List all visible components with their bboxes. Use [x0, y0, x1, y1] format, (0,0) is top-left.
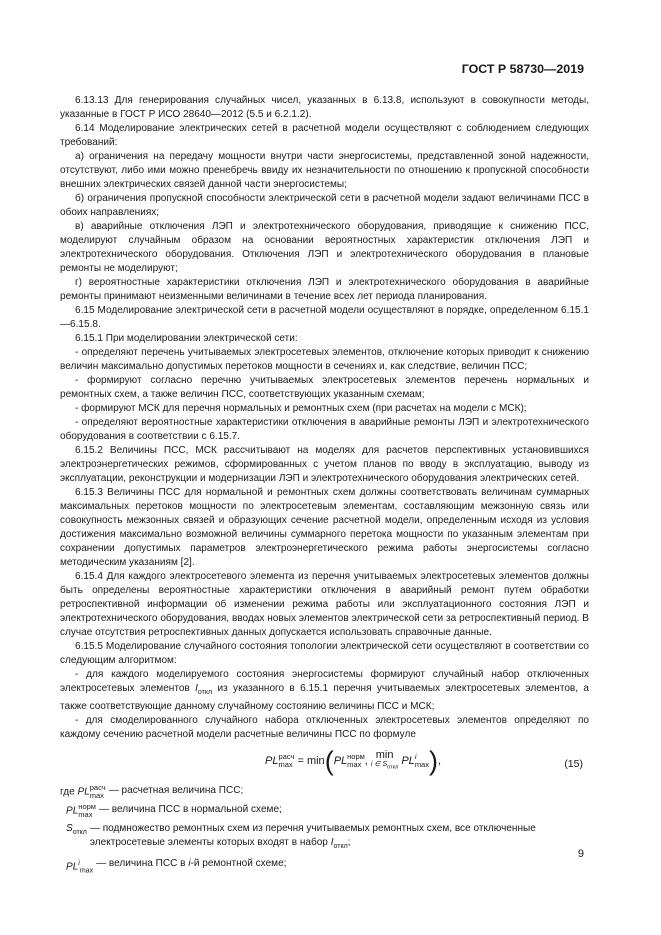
paragraph: 6.15.5 Моделирование случайного состояния топологии электрической сети осуществляют в соответствии со следующим алгоритмом: [60, 641, 589, 666]
definition-pl-i: $PL^i_{max}$ — величина ПСС в i-й ремонтной схеме; [66, 858, 287, 875]
paragraph: - определяют вероятностные характеристики отключения в аварийные ремонты ЛЭП и электротехнического оборудования в соответствии с 6.15.7. [60, 417, 589, 442]
definitions [60, 784, 589, 878]
paragraph: - формируют согласно перечню учитываемых электросетевых элементов перечень нормальных и ремонтных схем, а также величин ПСС, соответствующих указанным схемам; [60, 375, 589, 400]
paragraph: - формируют МСК для перечня нормальных и ремонтных схем (при расчетах на модели с МСК); [75, 403, 527, 414]
formula-number: (15) [564, 758, 583, 770]
paragraph: а) ограничения на передачу мощности внутри части энергосистемы, представленной зоной надежности, отсутствуют, либо ими можно пренебречь ввиду их незначительности по отношению к пропускной способности внешних электрических связей данной части энергосистемы; [60, 151, 589, 190]
definition-pl-rasch: где PL расч max — расчетная величина ПСС; [60, 783, 244, 800]
document-body [60, 94, 589, 881]
page-number: 9 [577, 848, 584, 860]
formula-15 [60, 744, 589, 784]
algorithm-step-1: - для каждого моделируемого состояния энергосистемы формируют случайный набор отключенных электросетевых элементов $I_{откл}$ из указанного в 6.15.1 перечня учитываемых электросетевых элементов, а также соответствующие данному случайному состоянию величины ПСС и МСК; [60, 669, 589, 712]
paragraph: 6.15 Моделирование электрической сети в расчетной модели осуществляют в порядке, определенном 6.15.1—6.15.8. [60, 305, 589, 330]
paragraph: - определяют перечень учитываемых электросетевых элементов, отключение которых приводит к снижению величин максимально допустимых перетоков мощности в сечениях и, как следствие, величин ПСС; [60, 347, 589, 372]
paragraph: в) аварийные отключения ЛЭП и электротехнического оборудования, приводящие к снижению ПСС, моделируют случайным образом на основании вероятностных характеристик отключения ЛЭП и электротехнического оборудования. Отключения ЛЭП и электротехнического оборудования в плановые ремонты не моделируют; [60, 221, 589, 274]
document-header: ГОСТ Р 58730—2019 [461, 62, 584, 76]
algorithm-step-2: - для смоделированного случайного набора отключенных электросетевых элементов определяют по каждому сечению расчетной модели расчетные величины ПСС по формуле [60, 715, 589, 740]
paragraph: 6.14 Моделирование электрических сетей в расчетной модели осуществляют с соблюдением следующих требований: [60, 123, 589, 148]
formula-expression: PL расч max = min(PL норм max , min i ∈ $S_{откл}$ PL i max ), [265, 746, 442, 777]
paragraph: 6.15.4 Для каждого электросетевого элемента из перечня учитываемых электросетевых элементов должны быть определены вероятностные характеристики отключения в аварийный ремонт путем обработки ретроспективной информации об изменении режима работы или эксплуатационного состояния ЛЭП и электротехнического оборудования, вводах новых элементов электрической сети за ретроспективный период. В случае отсутствия ретроспективных данных допускается использовать справочные данные. [60, 571, 589, 638]
paragraph: 6.13.13 Для генерирования случайных чисел, указанных в 6.13.8, используют в совокупности методы, указанные в ГОСТ Р ИСО 28640—2012 (5.5 и 6.2.1.2). [60, 95, 589, 120]
paragraph: б) ограничения пропускной способности электрической сети в расчетной модели задают величинами ПСС в обоих направлениях; [60, 193, 589, 218]
paragraph: 6.15.1 При моделировании электрической сети: [75, 333, 298, 344]
paragraph: г) вероятностные характеристики отключения ЛЭП и электротехнического оборудования в аварийные ремонты принимают неизменными величинами в течение всех лет периода планирования. [60, 277, 589, 302]
definition-pl-norm: PL норм max — величина ПСС в нормальной схеме; [66, 802, 282, 819]
paragraph: 6.15.3 Величины ПСС для нормальной и ремонтных схем должны соответствовать величинам суммарных максимальных перетоков мощности по электросетевым элементам, составляющим межзонную связь или совокупность межзонных связей и образующих сечение расчетной модели, определенным исходя из условия достижения максимально возможной величины суммарного перетока мощности по указанным элементам при сохранении допустимых параметров электроэнергетического режима работы энергосистемы согласно методическим указаниям [2]. [60, 487, 589, 568]
paragraph: 6.15.2 Величины ПСС, МСК рассчитывают на моделях для расчетов перспективных установившихся электроэнергетических режимов, сформированных с учетом планов по вводу в эксплуатацию, выводу из эксплуатации, реконструкции и модернизации ЛЭП и электротехнического оборудования электрических сетей. [60, 445, 589, 484]
definition-s-otkl: $S_{откл}$ — подмножество ремонтных схем из перечня учитываемых ремонтных схем, все отключенные электросетевые элементы которых входят в набор $I_{откл}$; [66, 823, 536, 850]
